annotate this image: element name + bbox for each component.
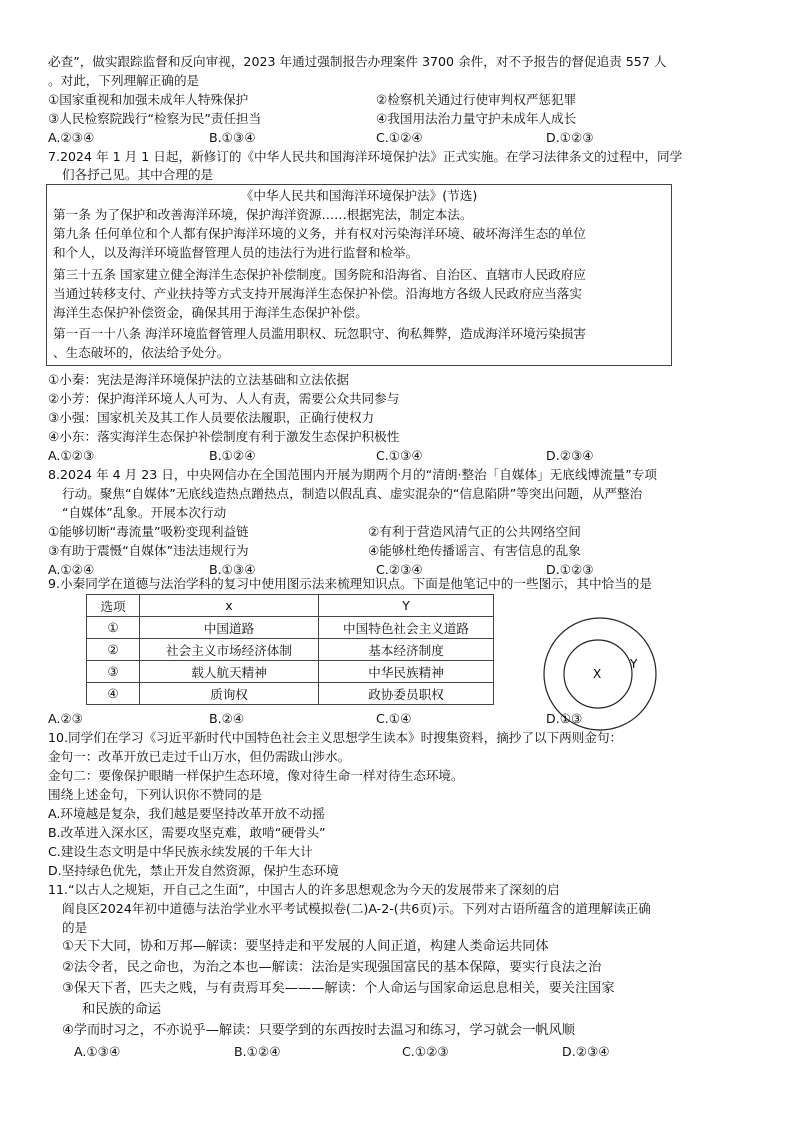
q8-option-a: A.①②④ bbox=[48, 562, 95, 577]
law-article-9-line2: 和个人，以及海洋环境监督管理人员的违法行为进行监督和检举。 bbox=[53, 245, 419, 260]
q8-item-2: ②有利于营造风清气正的公共网络空间 bbox=[368, 524, 581, 539]
q6-option-b: B.①③④ bbox=[209, 130, 256, 145]
table-header: 选项 bbox=[87, 595, 140, 617]
table-cell: 中国道路 bbox=[140, 617, 319, 639]
q11-item-2: ②法令者，民之命也，为治之本也—解读：法治是实现强国富民的基本保障，要实行良法之治 bbox=[62, 960, 602, 975]
q10-option-d: D.坚持绿色优先，禁止开发自然资源，保护生态环境 bbox=[48, 863, 339, 878]
q7-statement-4: ④小东：落实海洋生态保护补偿制度有利于激发生态保护积极性 bbox=[48, 429, 400, 444]
q8-item-1: ①能够切断“毒流量”吸粉变现利益链 bbox=[48, 524, 249, 539]
table-cell: 中国特色社会主义道路 bbox=[319, 617, 494, 639]
q7-statement-3: ③小强：国家机关及其工作人员要依法履职，正确行使权力 bbox=[48, 410, 375, 425]
q6-option-c: C.①②④ bbox=[376, 130, 423, 145]
q9-option-d: D.①③ bbox=[546, 711, 583, 726]
q7-statement-2: ②小芳：保护海洋环境人人可为、人人有责，需要公众共同参与 bbox=[48, 391, 400, 406]
q10-option-c: C.建设生态文明是中华民族永续发展的千年大计 bbox=[48, 844, 313, 859]
table-cell: 政协委员职权 bbox=[319, 683, 494, 705]
q6-stem-line2: 。对此，下列理解正确的是 bbox=[48, 73, 200, 88]
table-cell: 基本经济制度 bbox=[319, 639, 494, 661]
q10-option-a: A.环境越是复杂，我们越是要坚持改革开放不动摇 bbox=[48, 806, 325, 821]
q6-option-a: A.②③④ bbox=[48, 130, 95, 145]
q11-stem-line3: 的是 bbox=[62, 920, 88, 935]
q10-stem-line1: 10.同学们在学习《习近平新时代中国特色社会主义思想学生读本》时搜集资料，摘抄了以下两则金句： bbox=[48, 730, 623, 745]
diagram-label-x: X bbox=[593, 667, 602, 681]
law-article-118-line2: 、生态破坏的，依法给予处分。 bbox=[53, 345, 230, 360]
q9-option-a: A.②③ bbox=[48, 711, 83, 726]
law-excerpt-box bbox=[46, 184, 672, 366]
q10-quote-1: 金句一：改革开放已走过千山万水，但仍需跋山涉水。 bbox=[48, 749, 351, 764]
law-article-35-line2: 当通过转移支付、产业扶持等方式支持开展海洋生态保护补偿。沿海地方各级人民政府应当落实 bbox=[53, 286, 582, 301]
q11-stem-line1: 11.“以古人之规矩，开自己之生面”，中国古人的许多思想观念为今天的发展带来了深刻的启 bbox=[48, 882, 560, 897]
q8-item-3: ③有助于震慑“自媒体”违法违规行为 bbox=[48, 543, 249, 558]
q11-item-1: ①天下大同，协和万邦—解读：要坚持走和平发展的人间正道，构建人类命运共同体 bbox=[62, 939, 549, 954]
q9-stem: 9.小秦同学在道德与法治学科的复习中使用图示法来梳理知识点。下面是他笔记中的一些图示，其中恰当的是 bbox=[48, 576, 652, 591]
law-article-35-line1: 第三十五条 国家建立健全海洋生态保护补偿制度。国务院和沿海省、自治区、直辖市人民政府应 bbox=[53, 267, 586, 282]
q6-option-d: D.①②③ bbox=[546, 130, 594, 145]
q8-option-c: C.②③④ bbox=[376, 562, 423, 577]
table-header-row bbox=[87, 595, 494, 617]
q7-option-b: B.①②④ bbox=[209, 448, 256, 463]
table-cell: ④ bbox=[87, 683, 140, 705]
q7-stem-line1: 7.2024 年 1 月 1 日起，新修订的《中华人民共和国海洋环境保护法》正式实施。在学习法律条文的过程中，同学 bbox=[48, 149, 683, 164]
q6-item-3: ③人民检察院践行“检察为民”责任担当 bbox=[48, 111, 262, 126]
law-excerpt-title: 《中华人民共和国海洋环境保护法》(节选) bbox=[240, 188, 478, 203]
q8-stem-line3: “自媒体”乱象。开展本次行动 bbox=[62, 505, 227, 520]
table-cell: ① bbox=[87, 617, 140, 639]
q10-question: 围绕上述金句，下列认识你不赞同的是 bbox=[48, 787, 263, 802]
table-header: Y bbox=[319, 595, 494, 617]
table-cell: 质询权 bbox=[140, 683, 319, 705]
q8-stem-line1: 8.2024 年 4 月 23 日，中央网信办在全国范围内开展为期两个月的“清朗·整治「自媒体」无底线博流量”专项 bbox=[48, 467, 657, 482]
q9-option-b: B.②④ bbox=[209, 711, 245, 726]
table-cell: 中华民族精神 bbox=[319, 661, 494, 683]
q7-option-d: D.②③④ bbox=[546, 448, 594, 463]
q8-item-4: ④能够杜绝传播谣言、有害信息的乱象 bbox=[368, 543, 581, 558]
q11-option-b: B.①②④ bbox=[234, 1044, 281, 1059]
table-row bbox=[87, 683, 494, 705]
law-article-1: 第一条 为了保护和改善海洋环境，保护海洋资源……根据宪法，制定本法。 bbox=[53, 207, 473, 222]
table-cell: 社会主义市场经济体制 bbox=[140, 639, 319, 661]
q11-stem-line2: 阎良区2024年初中道德与法治学业水平考试模拟卷(二)A-2-(共6页)示。下列对古语所蕴含的道理解读正确 bbox=[62, 901, 651, 916]
table-row bbox=[87, 639, 494, 661]
table-cell: 载人航天精神 bbox=[140, 661, 319, 683]
q11-option-d: D.②③④ bbox=[562, 1044, 610, 1059]
q8-option-b: B.①③④ bbox=[209, 562, 256, 577]
q8-stem-line2: 行动。聚焦“自媒体”无底线造热点蹭热点，制造以假乱真、虚实混杂的“信息陷阱”等突出问题，从严整治 bbox=[62, 486, 643, 501]
q10-quote-2: 金句二：要像保护眼睛一样保护生态环境，像对待生命一样对待生态环境。 bbox=[48, 768, 464, 783]
q7-stem-line2: 们各抒己见。其中合理的是 bbox=[62, 167, 214, 182]
diagram-label-y: Y bbox=[630, 657, 638, 671]
q11-item-3: ③保天下者，匹夫之贱，与有责焉耳矣———解读：个人命运与国家命运息息相关，要关注国家 bbox=[62, 981, 615, 996]
q8-option-d: D.①②③ bbox=[546, 562, 594, 577]
q9-table bbox=[86, 594, 494, 705]
q11-item-4: ④学而时习之，不亦说乎—解读：只要学到的东西按时去温习和练习，学习就会一帆风顺 bbox=[62, 1023, 575, 1038]
q7-option-c: C.①③④ bbox=[376, 448, 423, 463]
q7-option-a: A.①②③ bbox=[48, 448, 95, 463]
q10-option-b: B.改革进入深水区，需要攻坚克难，敢啃“硬骨头” bbox=[48, 825, 326, 840]
q9-option-c: C.①④ bbox=[376, 711, 412, 726]
q6-stem-line1: 必查”，做实跟踪监督和反向审视，2023 年通过强制报告办理案件 3700 余件，对不予报告的督促追责 557 人 bbox=[48, 54, 667, 69]
table-cell: ③ bbox=[87, 661, 140, 683]
law-article-118-line1: 第一百一十八条 海洋环境监督管理人员滥用职权、玩忽职守、徇私舞弊，造成海洋环境污染损害 bbox=[53, 326, 586, 341]
q11-option-a: A.①③④ bbox=[74, 1044, 121, 1059]
table-row bbox=[87, 661, 494, 683]
q11-item-3-cont: 和民族的命运 bbox=[82, 1002, 162, 1017]
q6-item-2: ②检察机关通过行使审判权严惩犯罪 bbox=[376, 92, 577, 107]
table-row bbox=[87, 617, 494, 639]
q6-item-4: ④我国用法治力量守护未成年人成长 bbox=[376, 111, 577, 126]
table-header: x bbox=[140, 595, 319, 617]
q11-option-c: C.①②③ bbox=[402, 1044, 449, 1059]
law-article-9-line1: 第九条 任何单位和个人都有保护海洋环境的义务，并有权对污染海洋环境、破坏海洋生态的单位 bbox=[53, 226, 586, 241]
q6-item-1: ①国家重视和加强未成年人特殊保护 bbox=[48, 92, 249, 107]
table-cell: ② bbox=[87, 639, 140, 661]
q7-statement-1: ①小秦：宪法是海洋环境保护法的立法基础和立法依据 bbox=[48, 372, 349, 387]
law-article-35-line3: 海洋生态保护补偿资金，确保其用于海洋生态保护补偿。 bbox=[53, 305, 368, 320]
